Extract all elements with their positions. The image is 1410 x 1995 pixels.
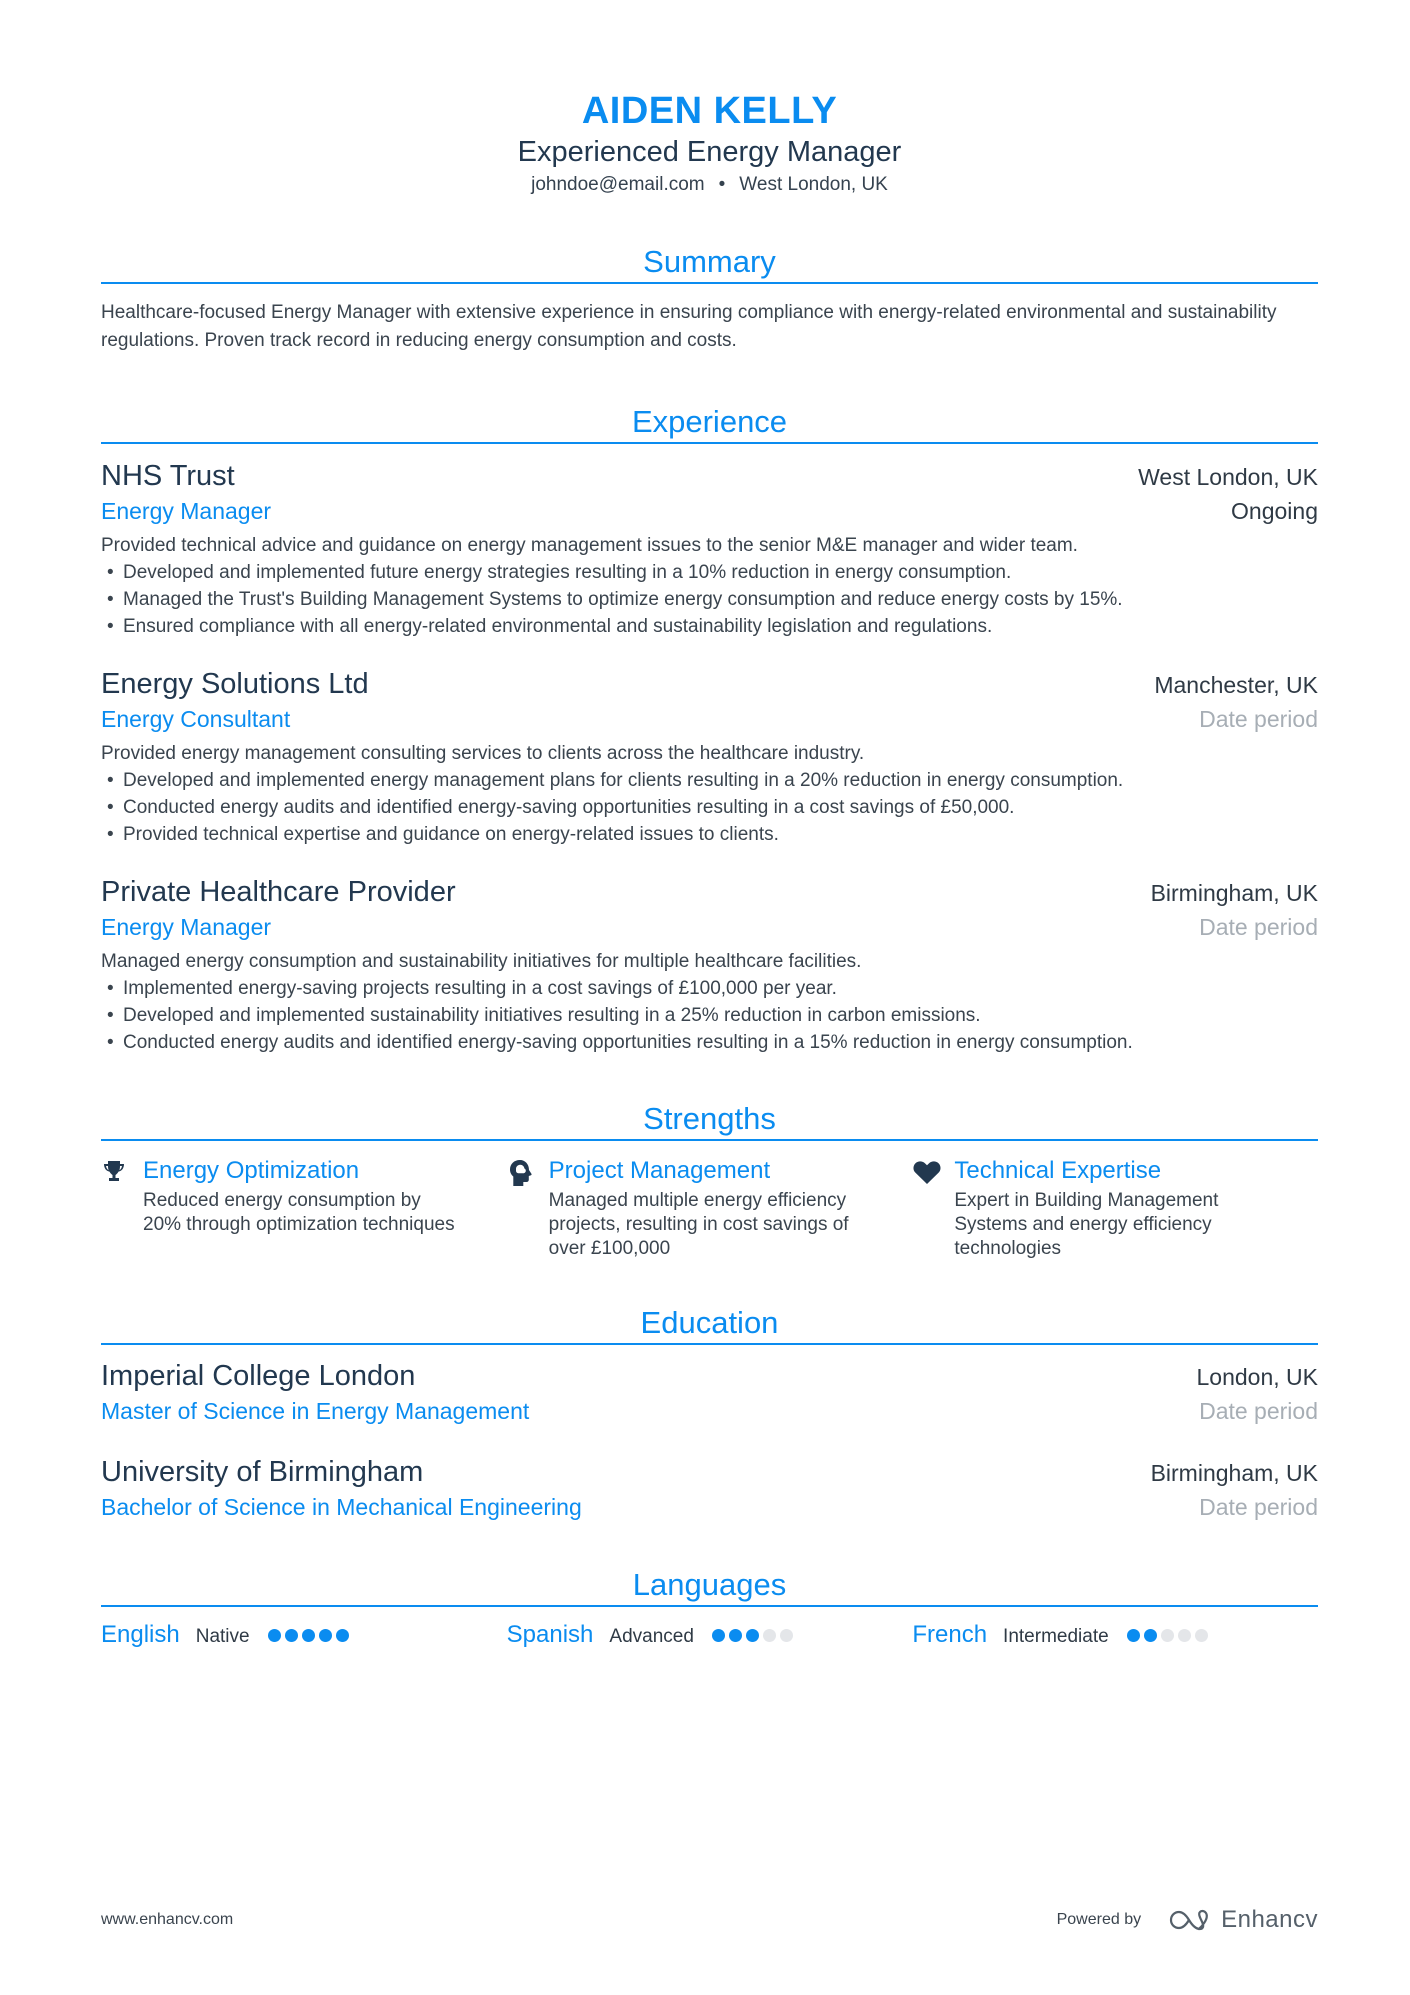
candidate-name: AIDEN KELLY: [581, 90, 838, 132]
section-title-summary: Summary: [643, 244, 776, 279]
strength-item: [912, 1155, 1318, 1261]
section-title-languages: Languages: [632, 1567, 787, 1602]
candidate-headline: Experienced Energy Manager: [517, 136, 902, 168]
proficiency-dot-empty: [1195, 1629, 1208, 1642]
company-name: NHS Trust: [101, 460, 235, 492]
proficiency-dots: [712, 1629, 793, 1642]
section-divider: [101, 1139, 1318, 1141]
languages-section: [101, 1565, 1318, 1651]
job-date: Ongoing: [1231, 498, 1318, 524]
section-title-experience: Experience: [631, 404, 788, 439]
head-brain-icon: [507, 1155, 549, 1185]
education-section: [101, 1303, 1318, 1523]
strength-item: [101, 1155, 507, 1261]
strength-title: Project Management: [548, 1157, 771, 1184]
job-bullets: [101, 767, 1318, 848]
proficiency-dot-empty: [1178, 1629, 1191, 1642]
proficiency-dot-filled: [285, 1629, 298, 1642]
contact-email[interactable]: johndoe@email.com: [531, 174, 705, 195]
proficiency-dot-filled: [268, 1629, 281, 1642]
company-name: Energy Solutions Ltd: [101, 668, 369, 700]
education-date: Date period: [1199, 1398, 1318, 1424]
languages-list: [101, 1619, 1318, 1651]
section-title-education: Education: [640, 1305, 779, 1340]
education-entry: [101, 1453, 1318, 1523]
language-item: [101, 1619, 507, 1651]
proficiency-dot-filled: [336, 1629, 349, 1642]
strength-description: Reduced energy consumption by 20% through optimization techniques: [143, 1190, 455, 1235]
section-divider: [101, 1605, 1318, 1607]
powered-by: [1057, 1906, 1318, 1934]
strength-title: Energy Optimization: [143, 1157, 360, 1184]
proficiency-dot-filled: [729, 1629, 742, 1642]
proficiency-dots: [268, 1629, 349, 1642]
school-name: Imperial College London: [101, 1360, 416, 1392]
job-location: Birmingham, UK: [1150, 880, 1318, 906]
job-title: Energy Manager: [101, 498, 272, 524]
enhancv-logo[interactable]: [1167, 1906, 1318, 1934]
contact-location: West London, UK: [739, 174, 888, 195]
proficiency-dot-empty: [763, 1629, 776, 1642]
language-level: Intermediate: [1003, 1626, 1109, 1647]
language-level: Advanced: [609, 1626, 694, 1647]
language-item: [507, 1619, 913, 1651]
job-description: Provided technical advice and guidance on energy management issues to the senior M&E manager and wider team.: [101, 535, 1078, 556]
proficiency-dot-empty: [1161, 1629, 1174, 1642]
bullet-item: • Provided technical expertise and guidance on energy-related issues to clients.: [101, 821, 1318, 848]
section-divider: [101, 282, 1318, 284]
experience-entry: [101, 457, 1318, 640]
language-level: Native: [195, 1626, 250, 1647]
bullet-item: • Implemented energy-saving projects resulting in a cost savings of £100,000 per year.: [101, 975, 1318, 1002]
contact-separator: •: [718, 174, 726, 195]
section-divider: [101, 1343, 1318, 1345]
job-date: Date period: [1199, 914, 1318, 940]
proficiency-dot-filled: [1127, 1629, 1140, 1642]
experience-entry: [101, 665, 1318, 848]
bullet-item: • Developed and implemented future energy strategies resulting in a 10% reduction in energy consumption.: [101, 559, 1318, 586]
strength-description: Expert in Building Management Systems and energy efficiency technologies: [954, 1190, 1219, 1259]
bullet-item: • Developed and implemented sustainability initiatives resulting in a 25% reduction in carbon emissions.: [101, 1002, 1318, 1029]
summary-section: [101, 242, 1318, 355]
bullet-item: • Ensured compliance with all energy-related environmental and sustainability legislation and regulations.: [101, 613, 1318, 640]
language-name: English: [101, 1621, 180, 1648]
strengths-list: [101, 1155, 1318, 1261]
strength-item: [507, 1155, 913, 1261]
strengths-section: [101, 1099, 1318, 1261]
trophy-icon: [101, 1155, 143, 1185]
summary-text: Healthcare-focused Energy Manager with extensive experience in ensuring compliance with energy-related environmental and sustainability regulations. Proven track record in reducing energy consumption and costs.: [101, 302, 1277, 351]
proficiency-dot-empty: [780, 1629, 793, 1642]
enhancv-logo-icon: [1167, 1908, 1213, 1932]
company-name: Private Healthcare Provider: [101, 876, 456, 908]
proficiency-dot-filled: [746, 1629, 759, 1642]
job-description: Managed energy consumption and sustainability initiatives for multiple healthcare facilities.: [101, 951, 862, 972]
powered-by-label: Powered by: [1056, 1911, 1142, 1928]
school-location: London, UK: [1196, 1364, 1318, 1390]
job-title: Energy Consultant: [101, 706, 291, 732]
footer-url[interactable]: www.enhancv.com: [101, 1911, 234, 1928]
proficiency-dot-filled: [319, 1629, 332, 1642]
job-bullets: [101, 975, 1318, 1056]
degree-name: Master of Science in Energy Management: [101, 1398, 530, 1424]
brand-name: Enhancv: [1221, 1906, 1318, 1933]
page-footer: [101, 1906, 1318, 1934]
strength-description: Managed multiple energy efficiency projects, resulting in cost savings of over £100,000: [548, 1190, 849, 1259]
education-date: Date period: [1199, 1494, 1318, 1520]
proficiency-dot-filled: [712, 1629, 725, 1642]
resume-header: [101, 0, 1318, 198]
job-location: West London, UK: [1138, 464, 1318, 490]
school-name: University of Birmingham: [101, 1456, 424, 1488]
job-date: Date period: [1199, 706, 1318, 732]
bullet-item: • Conducted energy audits and identified energy-saving opportunities resulting in a 15% reduction in energy consumption.: [101, 1029, 1318, 1056]
job-description: Provided energy management consulting services to clients across the healthcare industry.: [101, 743, 865, 764]
proficiency-dot-filled: [1144, 1629, 1157, 1642]
language-item: [912, 1619, 1318, 1651]
bullet-item: • Managed the Trust's Building Management Systems to optimize energy consumption and reduce energy costs by 15%.: [101, 586, 1318, 613]
education-entry: [101, 1357, 1318, 1427]
experience-section: [101, 402, 1318, 1056]
job-title: Energy Manager: [101, 914, 272, 940]
resume-page: [101, 0, 1318, 1651]
language-name: French: [912, 1621, 988, 1648]
contact-line: [101, 172, 1318, 198]
bullet-item: • Developed and implemented energy management plans for clients resulting in a 20% reduction in energy consumption.: [101, 767, 1318, 794]
job-bullets: [101, 559, 1318, 640]
strength-title: Technical Expertise: [954, 1157, 1162, 1184]
section-title-strengths: Strengths: [643, 1101, 776, 1136]
proficiency-dots: [1127, 1629, 1208, 1642]
school-location: Birmingham, UK: [1150, 1460, 1318, 1486]
language-name: Spanish: [506, 1621, 594, 1648]
heart-icon: [912, 1155, 954, 1185]
section-divider: [101, 442, 1318, 444]
degree-name: Bachelor of Science in Mechanical Engineering: [101, 1494, 582, 1520]
job-location: Manchester, UK: [1154, 672, 1318, 698]
bullet-item: • Conducted energy audits and identified energy-saving opportunities resulting in a cost savings of £50,000.: [101, 794, 1318, 821]
proficiency-dot-filled: [302, 1629, 315, 1642]
experience-entry: [101, 873, 1318, 1056]
